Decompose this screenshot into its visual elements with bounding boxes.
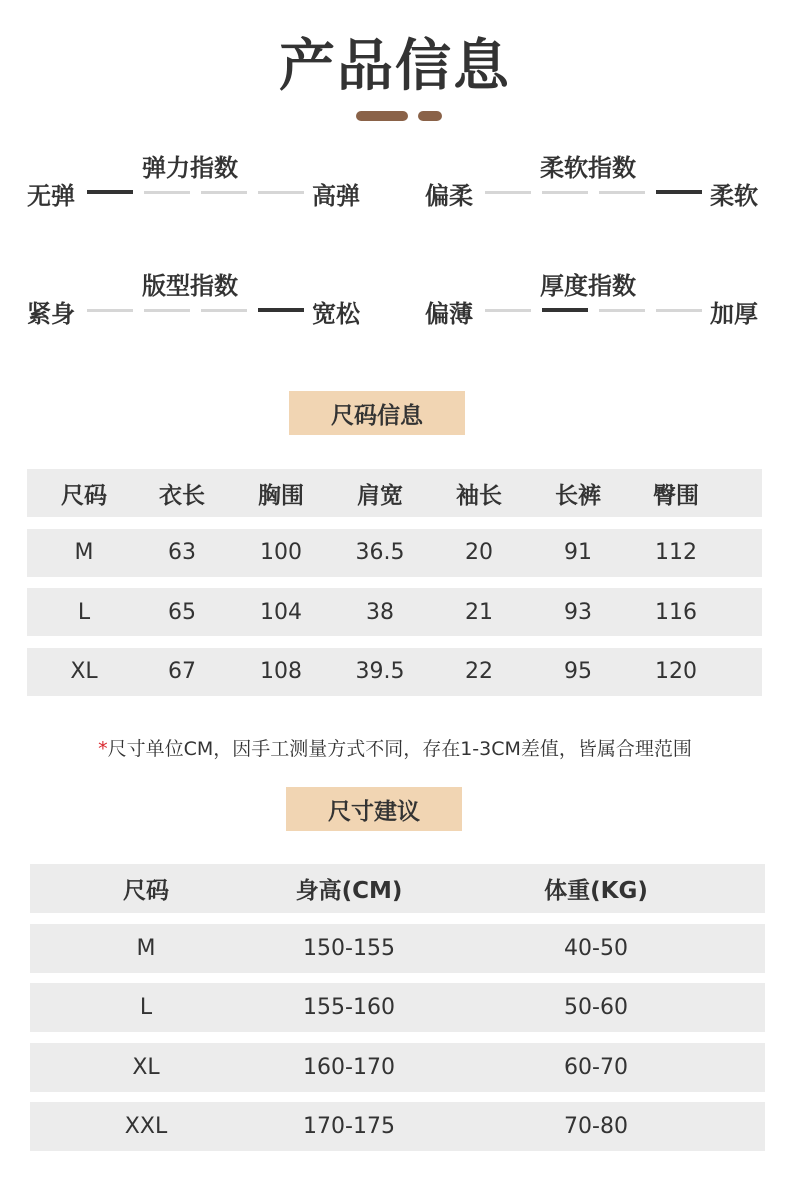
table-cell: 21 (465, 599, 493, 625)
table-cell: 65 (168, 599, 196, 625)
indicator-thickness (425, 266, 790, 326)
indicator-bar (485, 191, 531, 194)
table-row (27, 588, 762, 636)
indicator-bar-active (258, 308, 304, 312)
table-row (30, 983, 765, 1032)
indicator-elasticity (27, 148, 397, 208)
indicator-title: 弹力指数 (142, 154, 238, 182)
table-header-cell: 胸围 (258, 482, 304, 509)
table-cell: 70-80 (564, 1114, 628, 1139)
table-cell: 91 (564, 540, 592, 565)
indicator-bar (258, 191, 304, 194)
table-row (30, 924, 765, 973)
table-header-row (30, 864, 765, 913)
table-cell: 63 (168, 540, 196, 565)
title-decoration-short (418, 111, 442, 121)
indicator-right-label: 加厚 (710, 300, 758, 328)
table-header-cell: 身高(CM) (295, 878, 403, 904)
indicator-left-label: 紧身 (27, 300, 75, 328)
table-cell: XL (70, 659, 98, 684)
table-header-cell: 体重(KG) (544, 878, 648, 904)
indicator-title: 厚度指数 (540, 272, 636, 300)
table-row (30, 1043, 765, 1092)
table-cell: 104 (260, 599, 302, 625)
table-row (30, 1102, 765, 1151)
table-cell: XXL (124, 1114, 168, 1139)
indicator-right-label: 宽松 (312, 300, 360, 328)
indicator-bar (599, 191, 645, 194)
indicator-bar (542, 191, 588, 194)
table-header-cell: 臀围 (653, 482, 699, 509)
note-text: 尺寸单位CM，因手工测量方式不同，存在1-3CM差值，皆属合理范围 (107, 738, 692, 760)
measurement-note (0, 734, 790, 761)
table-cell: 116 (655, 599, 697, 625)
table-cell: 150-155 (303, 935, 395, 961)
size-advice-label: 尺寸建议 (286, 787, 462, 831)
indicator-right-label: 高弹 (312, 182, 360, 210)
table-row (27, 648, 762, 696)
indicator-left-label: 偏柔 (425, 182, 473, 210)
table-header-cell: 袖长 (456, 482, 502, 509)
indicator-bar (599, 309, 645, 312)
table-cell: 22 (465, 659, 493, 684)
title-decoration-long (356, 111, 408, 121)
table-row (27, 529, 762, 577)
indicator-left-label: 无弹 (27, 182, 75, 210)
table-cell: 160-170 (303, 1054, 395, 1080)
table-cell: 20 (465, 540, 493, 565)
table-cell: 60-70 (564, 1054, 628, 1080)
note-star: * (98, 738, 108, 760)
table-cell: 112 (655, 540, 697, 565)
indicator-softness (425, 148, 790, 208)
page-title: 产品信息 (279, 34, 511, 99)
indicator-bar (656, 309, 702, 312)
table-header-cell: 长裤 (555, 482, 601, 509)
indicator-bar (201, 191, 247, 194)
table-header-cell: 肩宽 (357, 482, 403, 509)
table-cell: 40-50 (564, 935, 628, 961)
indicator-right-label: 柔软 (710, 182, 758, 210)
table-header-cell: 尺码 (123, 878, 169, 904)
table-header-cell: 尺码 (61, 482, 107, 509)
table-cell: 50-60 (564, 995, 628, 1020)
indicator-fit (27, 266, 397, 326)
indicator-bar-active (87, 190, 133, 194)
size-info-label: 尺码信息 (289, 391, 465, 435)
table-header-row (27, 469, 762, 517)
table-cell: 67 (168, 659, 196, 684)
indicator-bar (201, 309, 247, 312)
table-cell: 95 (564, 659, 592, 684)
indicator-bar (144, 309, 190, 312)
indicator-title: 版型指数 (142, 272, 238, 300)
table-cell: 38 (366, 599, 394, 625)
table-cell: 170-175 (303, 1114, 395, 1139)
indicator-left-label: 偏薄 (425, 300, 473, 328)
table-cell: XL (132, 1054, 160, 1080)
table-cell: 36.5 (355, 540, 405, 565)
indicator-bar (485, 309, 531, 312)
table-cell: 108 (260, 659, 302, 684)
table-cell: L (139, 995, 153, 1020)
indicator-bar (144, 191, 190, 194)
table-cell: 100 (260, 540, 302, 565)
table-cell: 93 (564, 599, 592, 625)
table-cell: M (136, 935, 156, 961)
table-cell: 155-160 (303, 995, 395, 1020)
table-header-cell: 衣长 (159, 482, 205, 509)
indicator-bar-active (542, 308, 588, 312)
table-cell: 39.5 (355, 659, 405, 684)
indicator-bar (87, 309, 133, 312)
indicator-bar-active (656, 190, 702, 194)
indicator-title: 柔软指数 (540, 154, 636, 182)
table-cell: L (77, 599, 91, 625)
table-cell: 120 (655, 659, 697, 684)
table-cell: M (74, 540, 94, 565)
